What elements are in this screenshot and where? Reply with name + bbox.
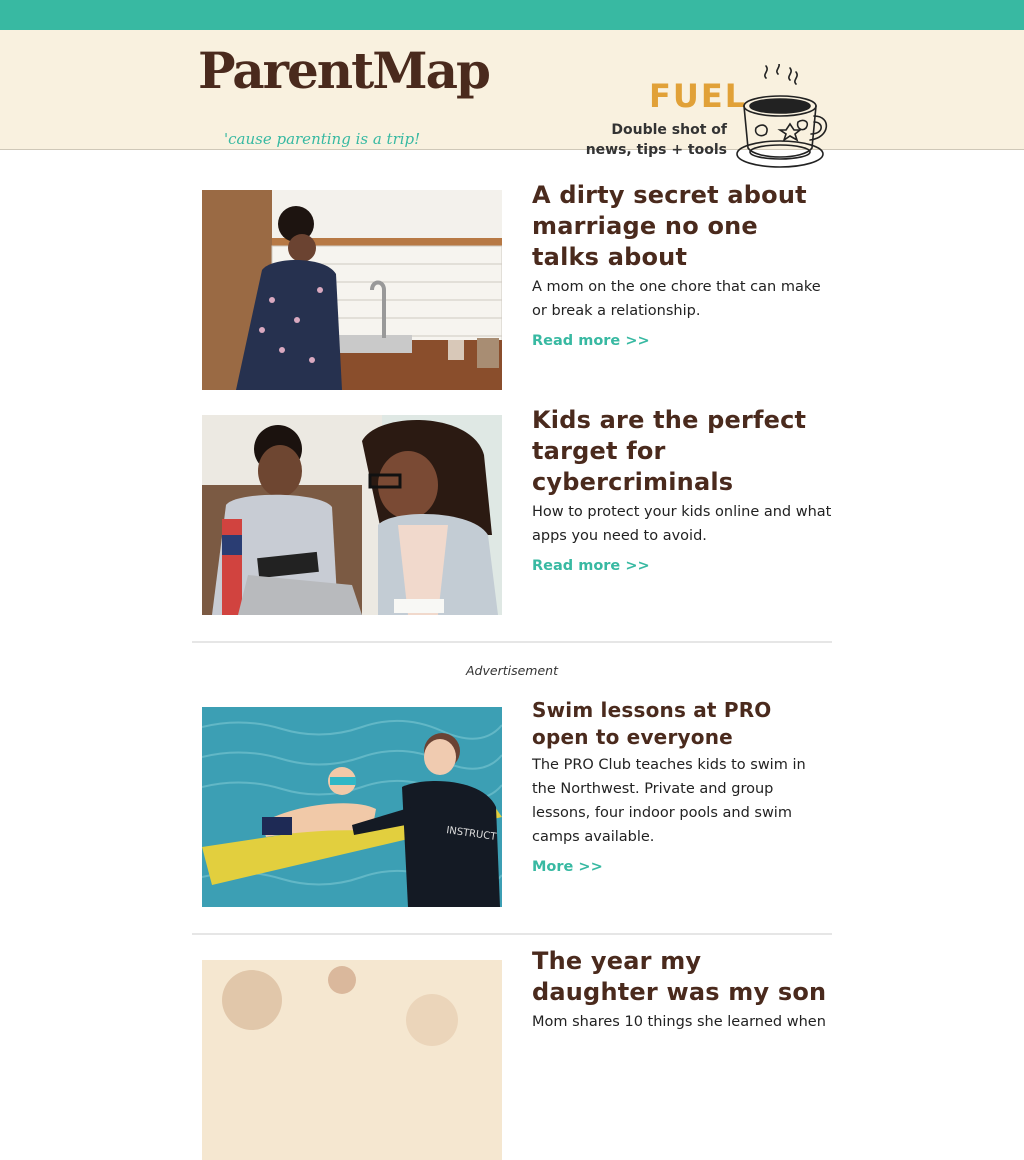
fuel-title: FUEL — [649, 77, 748, 115]
advertisement-label: Advertisement — [466, 663, 558, 678]
top-accent-bar — [0, 0, 1024, 30]
article-description: A mom on the one chore that can make or break a relationship. — [532, 279, 821, 319]
article-image-kitchen[interactable] — [202, 190, 502, 390]
ad-title[interactable]: Swim lessons at PRO open to everyone — [532, 698, 772, 749]
article-image-tablet[interactable] — [202, 415, 502, 615]
svg-text:INSTRUCT: INSTRUCT — [445, 825, 497, 843]
logo-tagline: 'cause parenting is a trip! — [224, 130, 421, 148]
parentmap-logo[interactable]: ParentMap — [198, 41, 489, 100]
ad-description: The PRO Club teaches kids to swim in the Northwest. Private and group lessons, four indoor pools and swim camps available. — [532, 757, 806, 845]
fuel-subtitle-line2: news, tips + tools — [585, 142, 727, 158]
section-divider — [192, 933, 832, 935]
article-title[interactable]: The year my daughter was my son — [532, 947, 827, 1006]
fuel-subtitle-line1: Double shot of — [611, 122, 727, 138]
article-title[interactable]: A dirty secret about marriage no one talks about — [532, 181, 807, 271]
article-image-vintage[interactable] — [202, 960, 502, 1160]
ad-image-swimming[interactable] — [202, 707, 502, 907]
article-description: Mom shares 10 things she learned when — [532, 1014, 826, 1030]
coffee-cup-icon — [734, 64, 830, 172]
fuel-subtitle — [527, 120, 727, 160]
article-description: How to protect your kids online and what apps you need to avoid. — [532, 504, 832, 544]
read-more-link[interactable]: Read more >> — [532, 333, 650, 349]
section-divider — [192, 641, 832, 643]
read-more-link[interactable]: Read more >> — [532, 558, 650, 574]
more-link[interactable]: More >> — [532, 859, 603, 875]
newsletter-header — [0, 30, 1024, 158]
article-title[interactable]: Kids are the perfect target for cybercriminals — [532, 406, 807, 496]
